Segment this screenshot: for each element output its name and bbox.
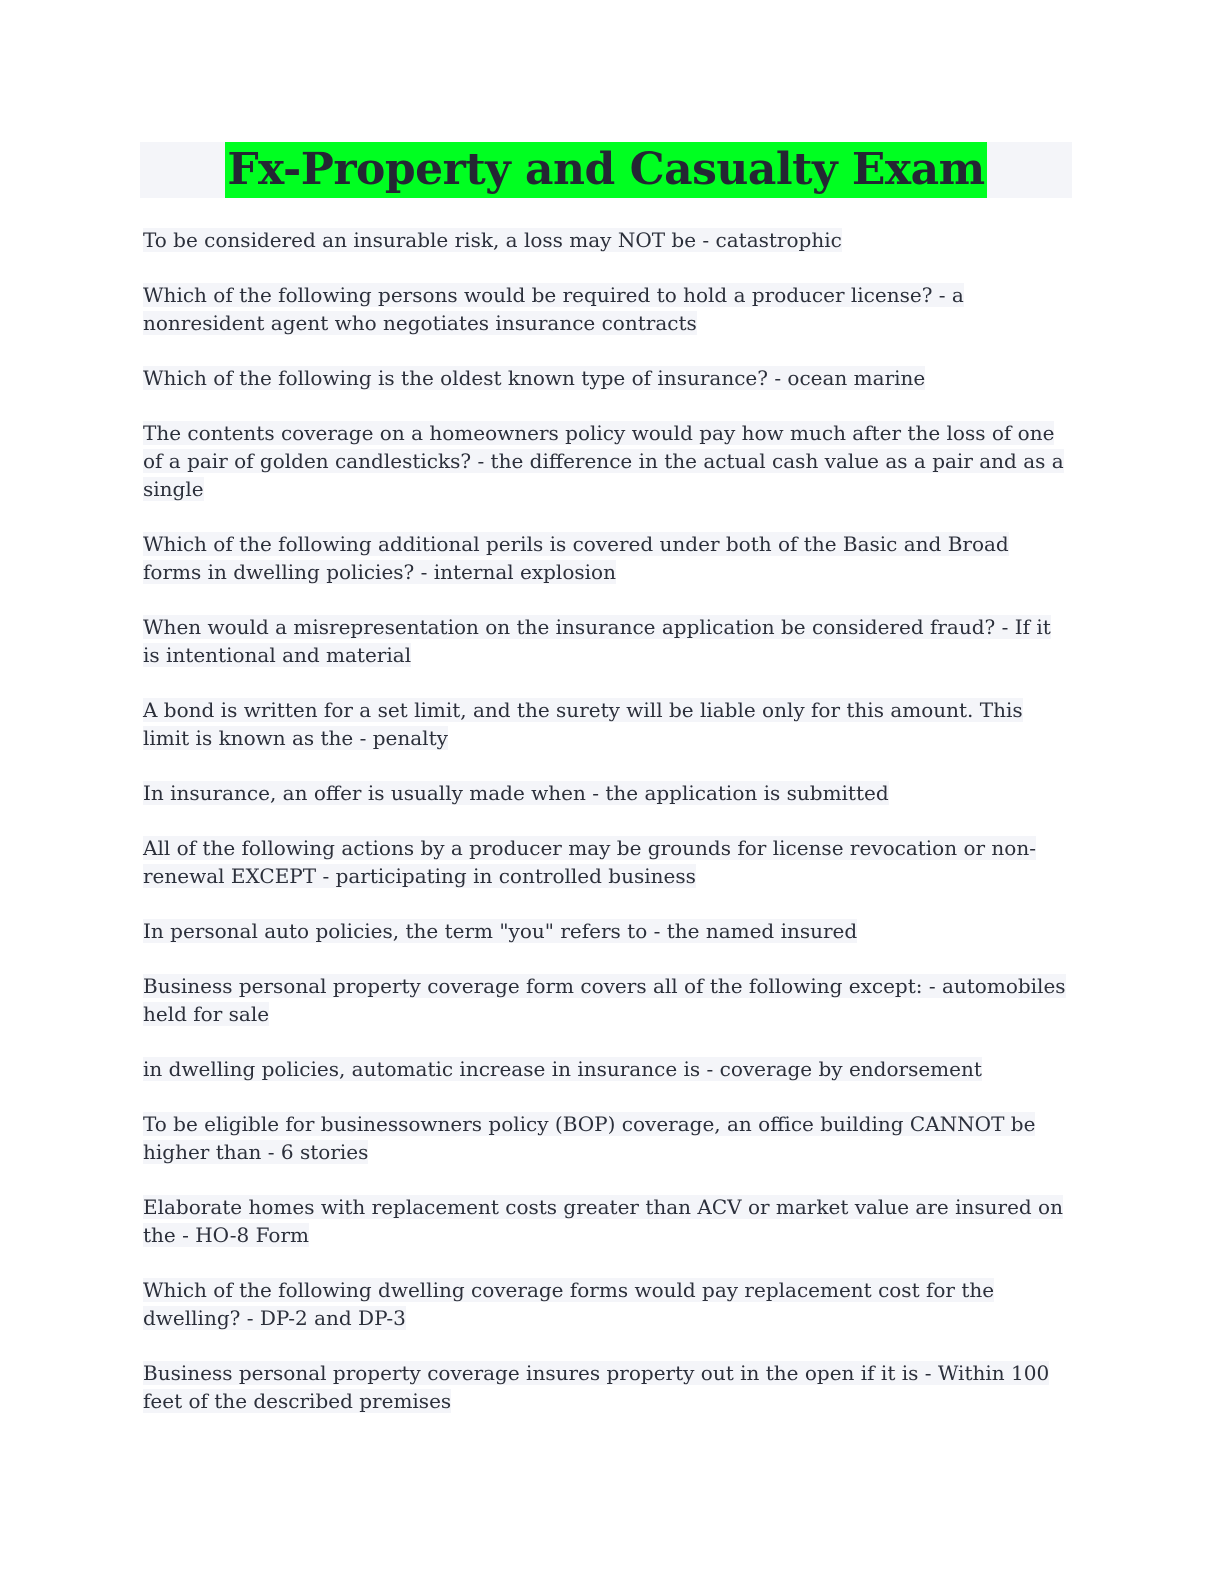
qa-item bbox=[143, 1276, 1073, 1332]
qa-item bbox=[143, 613, 1073, 669]
qa-text: Which of the following is the oldest known type of insurance? - ocean marine bbox=[143, 366, 926, 390]
qa-text: Elaborate homes with replacement costs greater than ACV or market value are insured on the - HO-8 Form bbox=[143, 1195, 1063, 1247]
qa-text: Which of the following additional perils is covered under both of the Basic and Broad forms in dwelling policies? - internal explosion bbox=[143, 532, 1009, 584]
qa-list bbox=[143, 226, 1073, 1442]
qa-item bbox=[143, 1359, 1073, 1415]
qa-text: When would a misrepresentation on the insurance application be considered fraud? - If it is intentional and material bbox=[143, 615, 1051, 667]
qa-item bbox=[143, 1193, 1073, 1249]
qa-text: The contents coverage on a homeowners policy would pay how much after the loss of one of a pair of golden candlesticks? - the difference in the actual cash value as a pair and as a single bbox=[143, 421, 1064, 501]
qa-text: Which of the following dwelling coverage forms would pay replacement cost for the dwelling? - DP-2 and DP-3 bbox=[143, 1278, 995, 1330]
qa-text: To be eligible for businessowners policy (BOP) coverage, an office building CANNOT be higher than - 6 stories bbox=[143, 1112, 1036, 1164]
title-band bbox=[140, 142, 1072, 198]
qa-item bbox=[143, 1055, 1073, 1083]
qa-item bbox=[143, 419, 1073, 503]
qa-item bbox=[143, 834, 1073, 890]
qa-item bbox=[143, 972, 1073, 1028]
qa-item bbox=[143, 1110, 1073, 1166]
document-title: Fx-Property and Casualty Exam bbox=[225, 142, 986, 198]
qa-item bbox=[143, 696, 1073, 752]
qa-item bbox=[143, 917, 1073, 945]
qa-item bbox=[143, 226, 1073, 254]
qa-text: Which of the following persons would be required to hold a producer license? - a nonresident agent who negotiates insurance contracts bbox=[143, 283, 964, 335]
qa-item bbox=[143, 530, 1073, 586]
qa-text: in dwelling policies, automatic increase in insurance is - coverage by endorsement bbox=[143, 1057, 982, 1081]
qa-text: Business personal property coverage insures property out in the open if it is - Within 100 feet of the described premises bbox=[143, 1361, 1050, 1413]
qa-text: Business personal property coverage form covers all of the following except: - automobiles held for sale bbox=[143, 974, 1066, 1026]
qa-text: In personal auto policies, the term "you" refers to - the named insured bbox=[143, 919, 858, 943]
qa-text: In insurance, an offer is usually made when - the application is submitted bbox=[143, 781, 889, 805]
qa-text: To be considered an insurable risk, a loss may NOT be - catastrophic bbox=[143, 228, 842, 252]
qa-item bbox=[143, 364, 1073, 392]
qa-item bbox=[143, 281, 1073, 337]
qa-text: All of the following actions by a producer may be grounds for license revocation or non-renewal EXCEPT - participating in controlled business bbox=[143, 836, 1036, 888]
qa-item bbox=[143, 779, 1073, 807]
qa-text: A bond is written for a set limit, and the surety will be liable only for this amount. This limit is known as the - penalty bbox=[143, 698, 1023, 750]
